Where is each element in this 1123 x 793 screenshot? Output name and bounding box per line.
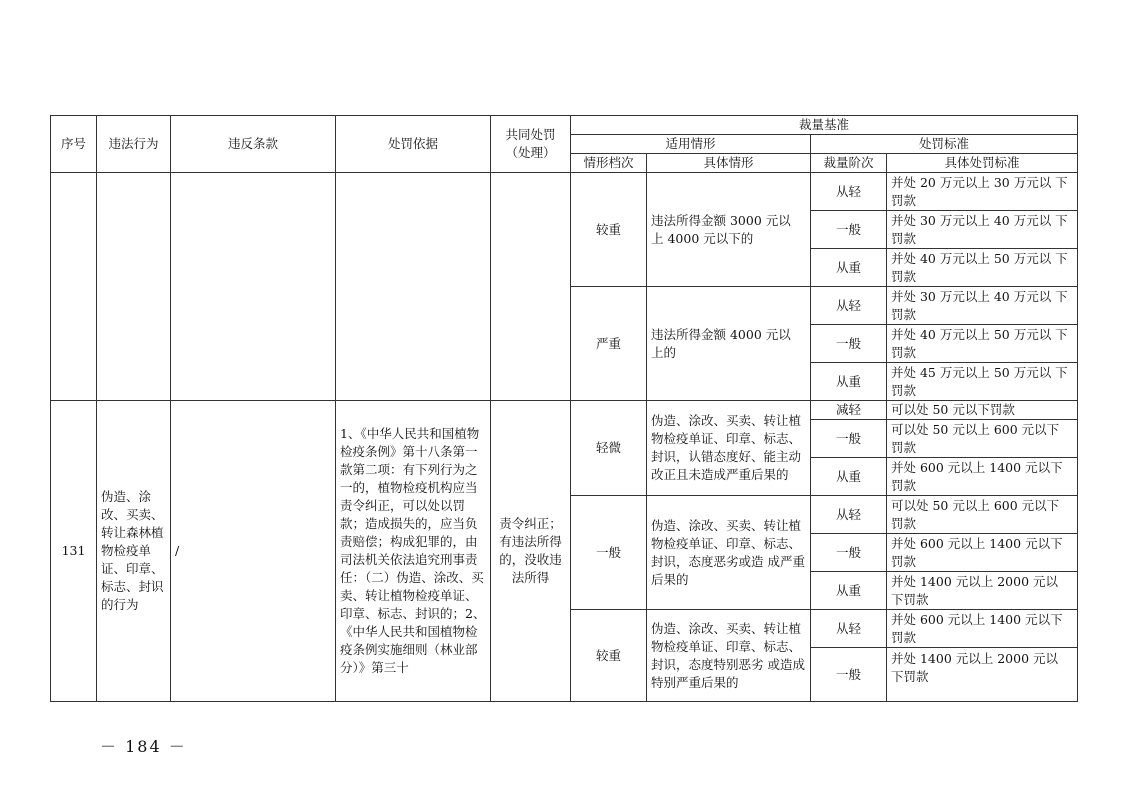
penalty-standard: 并处 1400 元以上 2000 元以 下罚款 — [887, 648, 1078, 702]
header-seq: 序号 — [51, 116, 97, 173]
penalty-standard: 并处 600 元以上 1400 元以下 罚款 — [887, 610, 1078, 648]
penalty-standard: 并处 40 万元以上 50 万元以 下罚款 — [887, 325, 1078, 363]
table-row — [51, 401, 1078, 420]
header-common-penalty: 共同处罚（处理） — [491, 116, 571, 173]
page-number: － 184 － — [100, 737, 187, 756]
penalty-discretion-table — [50, 115, 1078, 702]
penalty-standard: 可以处 50 元以下罚款 — [887, 401, 1078, 420]
penalty-standard: 并处 1400 元以上 2000 元以 下罚款 — [887, 572, 1078, 610]
penalty-standard: 并处 20 万元以上 30 万元以 下罚款 — [887, 173, 1078, 211]
discretion-tier: 一般 — [811, 534, 887, 572]
header-violated-clause: 违反条款 — [171, 116, 336, 173]
discretion-tier: 从重 — [811, 363, 887, 401]
discretion-tier: 从重 — [811, 249, 887, 287]
penalty-standard: 可以处 50 元以上 600 元以下 罚款 — [887, 420, 1078, 458]
discretion-tier: 从轻 — [811, 287, 887, 325]
penalty-standard: 并处 45 万元以上 50 万元以 下罚款 — [887, 363, 1078, 401]
cont-basis-cell — [336, 173, 491, 401]
penalty-basis: 1、《中华人民共和国植物检疫条例》第十八条第一款第二项：有下列行为之一的，植物检疫机构应当责令纠正，可以处以罚款；造成损失的，应当负责赔偿；构成犯罪的，由司法机关依法追究刑事责任：（二）伪造、涂改、买卖、转让植物检疫单证、印章、标志、封识的；2、《中华人民共和国植物检疫条例实施细则（林业部分）》第三十 — [336, 401, 491, 702]
situation-level: 较重 — [571, 173, 647, 287]
table-row — [51, 173, 1078, 211]
discretion-tier: 从重 — [811, 458, 887, 496]
situation-detail: 违法所得金额 4000 元以 上的 — [647, 287, 811, 401]
situation-detail: 伪造、涂改、买卖、转让植物检疫单证、印章、标志、封识，态度恶劣或造 成严重后果的 — [647, 496, 811, 610]
cont-clause-cell — [171, 173, 336, 401]
discretion-tier: 减轻 — [811, 401, 887, 420]
cont-seq-cell — [51, 173, 97, 401]
cont-act-cell — [97, 173, 171, 401]
penalty-standard: 并处 30 万元以上 40 万元以 下罚款 — [887, 287, 1078, 325]
discretion-tier: 从轻 — [811, 496, 887, 534]
header-applicable-situation: 适用情形 — [571, 135, 811, 154]
header-discretion-standard: 裁量基准 — [571, 116, 1078, 135]
penalty-standard: 可以处 50 元以上 600 元以下 罚款 — [887, 496, 1078, 534]
situation-level: 一般 — [571, 496, 647, 610]
discretion-tier: 从重 — [811, 572, 887, 610]
situation-detail: 违法所得金额 3000 元以 上 4000 元以下的 — [647, 173, 811, 287]
situation-level: 严重 — [571, 287, 647, 401]
penalty-standard: 并处 40 万元以上 50 万元以 下罚款 — [887, 249, 1078, 287]
discretion-tier: 一般 — [811, 420, 887, 458]
header-situation-level: 情形档次 — [571, 154, 647, 173]
situation-detail: 伪造、涂改、买卖、转让植物检疫单证、印章、标志、封识，态度特别恶劣 或造成特别严重后果的 — [647, 610, 811, 702]
penalty-standard: 并处 30 万元以上 40 万元以 下罚款 — [887, 211, 1078, 249]
discretion-tier: 一般 — [811, 211, 887, 249]
violated-clause: / — [171, 401, 336, 702]
header-specific-situation: 具体情形 — [647, 154, 811, 173]
cont-common-cell — [491, 173, 571, 401]
discretion-tier: 一般 — [811, 648, 887, 702]
discretion-tier: 从轻 — [811, 610, 887, 648]
header-illegal-act: 违法行为 — [97, 116, 171, 173]
discretion-tier: 一般 — [811, 325, 887, 363]
header-penalty-standard: 处罚标准 — [811, 135, 1078, 154]
penalty-standard: 并处 600 元以上 1400 元以下 罚款 — [887, 458, 1078, 496]
header-discretion-tier: 裁量阶次 — [811, 154, 887, 173]
illegal-act: 伪造、涂改、买卖、转让森林植物检疫单证、印章、标志、封识的行为 — [97, 401, 171, 702]
situation-level: 轻微 — [571, 401, 647, 496]
situation-detail: 伪造、涂改、买卖、转让植物检疫单证、印章、标志、封识，认错态度好、能主动改正且未造成严重后果的 — [647, 401, 811, 496]
header-specific-penalty: 具体处罚标准 — [887, 154, 1078, 173]
header-penalty-basis: 处罚依据 — [336, 116, 491, 173]
common-penalty: 责令纠正；有违法所得的，没收违法所得 — [491, 401, 571, 702]
penalty-standard: 并处 600 元以上 1400 元以下 罚款 — [887, 534, 1078, 572]
row-seq: 131 — [51, 401, 97, 702]
situation-level: 较重 — [571, 610, 647, 702]
discretion-tier: 从轻 — [811, 173, 887, 211]
